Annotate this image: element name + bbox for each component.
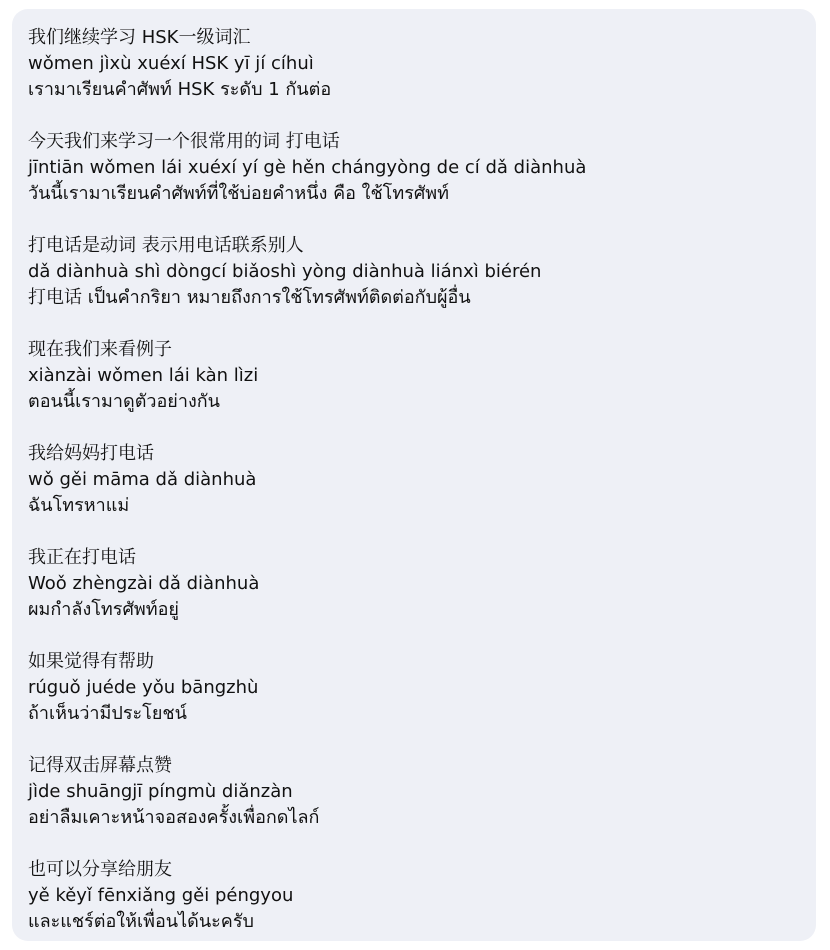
text-block-example-2 <box>28 545 800 623</box>
pinyin-line: yě kěyǐ fēnxiǎng gěi péngyou <box>28 885 294 906</box>
pinyin-line: xiànzài wǒmen lái kàn lìzi <box>28 365 259 386</box>
text-block-like <box>28 753 800 831</box>
chinese-line: 打电话是动词 表示用电话联系别人 <box>28 235 304 256</box>
pinyin-line: wǒmen jìxù xuéxí HSK yī jí cíhuì <box>28 53 314 74</box>
pinyin-line: Woǒ zhèngzài dǎ diànhuà <box>28 573 260 594</box>
chinese-line: 如果觉得有帮助 <box>28 651 154 672</box>
text-block-examples-intro <box>28 337 800 415</box>
thai-line: ถ้าเห็นว่ามีประโยชน์ <box>28 703 187 724</box>
chinese-line: 我正在打电话 <box>28 547 136 568</box>
pinyin-line: dǎ diànhuà shì dòngcí biǎoshì yòng diànhuà liánxì biérén <box>28 261 542 282</box>
chinese-line: 也可以分享给朋友 <box>28 859 172 880</box>
pinyin-line: rúguǒ juéde yǒu bāngzhù <box>28 677 259 698</box>
thai-line: 打电话 เป็นคำกริยา หมายถึงการใช้โทรศัพท์ติดต่อกับผู้อื่น <box>28 287 471 308</box>
text-block-share <box>28 857 800 935</box>
text-block-intro <box>28 25 800 103</box>
chinese-line: 我们继续学习 HSK一级词汇 <box>28 27 251 48</box>
chinese-line: 今天我们来学习一个很常用的词 打电话 <box>28 131 340 152</box>
thai-line: ผมกำลังโทรศัพท์อยู่ <box>28 599 179 620</box>
pinyin-line: jìde shuāngjī píngmù diǎnzàn <box>28 781 293 802</box>
chinese-line: 现在我们来看例子 <box>28 339 172 360</box>
text-block-topic <box>28 129 800 207</box>
note-card[interactable] <box>12 9 816 941</box>
thai-line: ฉันโทรหาแม่ <box>28 495 130 516</box>
thai-line: อย่าลืมเคาะหน้าจอสองครั้งเพื่อกดไลก์ <box>28 807 320 828</box>
chinese-line: 我给妈妈打电话 <box>28 443 154 464</box>
text-block-definition <box>28 233 800 311</box>
pinyin-line: wǒ gěi māma dǎ diànhuà <box>28 469 257 490</box>
thai-line: วันนี้เรามาเรียนคำศัพท์ที่ใช้บ่อยคำหนึ่ง คือ ใช้โทรศัพท์ <box>28 183 450 204</box>
chinese-line: 记得双击屏幕点赞 <box>28 755 172 776</box>
text-block-example-1 <box>28 441 800 519</box>
thai-line: เรามาเรียนคำศัพท์ HSK ระดับ 1 กันต่อ <box>28 79 332 100</box>
thai-line: และแชร์ต่อให้เพื่อนได้นะครับ <box>28 911 254 932</box>
thai-line: ตอนนี้เรามาดูตัวอย่างกัน <box>28 391 220 412</box>
text-block-helpful <box>28 649 800 727</box>
pinyin-line: jīntiān wǒmen lái xuéxí yí gè hěn chángyòng de cí dǎ diànhuà <box>28 157 587 178</box>
